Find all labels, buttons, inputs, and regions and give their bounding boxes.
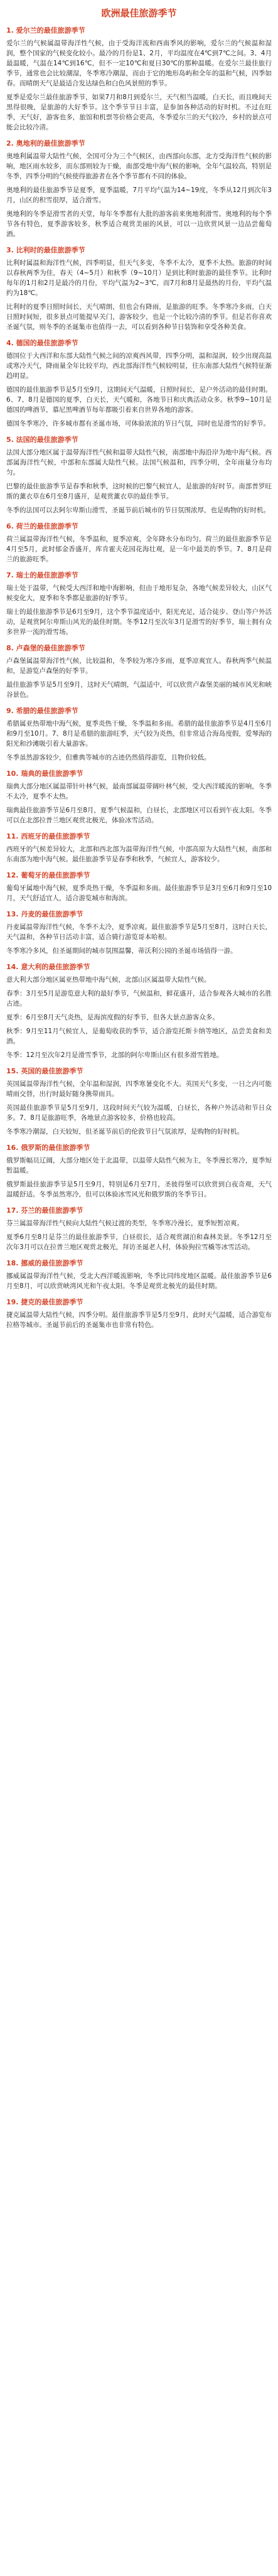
section-paragraph: 瑞士处于温带，气候受大西洋和地中海影响，但由于地形复杂，各地气候差异较大，山区气候变化大，夏季和冬季都是旅游的好季节。	[6, 584, 272, 602]
section-title: 5. 法国的最佳旅游季节	[6, 436, 78, 444]
season-section	[6, 871, 272, 903]
section-paragraph: 瑞典大部分地区属温带针叶林气候，最南部属温带阔叶林气候，受大西洋暖流的影响，冬季不太冷，夏季不太热。	[6, 783, 272, 800]
section-paragraph: 春季：3月至5月是游览意大利的最好季节，气候温和，鲜花盛开，适合参观各大城市的名胜古迹。	[6, 990, 272, 1007]
section-paragraph: 法国大部分地区属于温带海洋性气候和温带大陆性气候，南部地中海沿岸为地中海气候。西部属海洋性气候，中部和东部属大陆性气候。法国气候温和，四季分明，全年雨量分布均匀。	[6, 449, 272, 476]
season-section	[6, 522, 272, 564]
section-title: 9. 希腊的最佳旅游季节	[6, 707, 78, 715]
season-section	[6, 245, 272, 332]
section-title: 3. 比利时的最佳旅游季节	[6, 246, 85, 254]
section-paragraph: 瑞士的最佳旅游季节是6月至9月，这个季节温度适中，阳光充足，适合徒步、登山等户外活动，是观赏阿尔卑斯山风光的最佳时期。冬季12月至次年3月是滑雪的好季节，瑞士拥有众多世界一流的滑雪场。	[6, 608, 272, 636]
section-paragraph: 最佳旅游季节是5月至9月，这时天气晴朗，气温适中，可以欣赏卢森堡美丽的城市风光和峡谷景色。	[6, 681, 272, 699]
season-section	[6, 338, 272, 429]
season-section	[6, 435, 272, 515]
section-title: 8. 卢森堡的最佳旅游季节	[6, 644, 85, 652]
section-paragraph: 希腊属亚热带地中海气候，夏季炎热干燥，冬季温和多雨。希腊的最佳旅游季节是4月至6月和9月至10月。7、8月是希腊的旅游旺季，天气较为炎热，但非常适合海岛度假，爱琴海的阳光和沙滩吸引着大量游客。	[6, 720, 272, 748]
season-section	[6, 139, 272, 239]
section-paragraph: 荷兰属温带海洋性气候，冬季温和，夏季凉爽，全年降水分布均匀。荷兰的最佳旅游季节是4月至5月，此时郁金香盛开，库肯霍夫花园花海壮观，是一年中最美的季节。7、8月是荷兰的旅游旺季。	[6, 535, 272, 563]
section-paragraph: 英国属温带海洋性气候，全年温和湿润，四季寒暑变化不大。英国天气多变，一日之内可能晴雨交替，出行时最好随身携带雨具。	[6, 1080, 272, 1098]
section-paragraph: 奥地利属温带大陆性气候，全国可分为三个气候区，由西部向东部，北方受海洋性气候的影响，地区雨水较多，而东部则较为干燥，南部受地中海气候的影响，全年气温较高，特别是冬季，四季分明的气候使得旅游者在各个季节都有不同的体验。	[6, 153, 272, 180]
season-section	[6, 571, 272, 637]
season-section	[6, 962, 272, 1060]
section-paragraph: 巴黎的最佳旅游季节是春季和秋季，这时候的巴黎气候宜人，是旅游的好时节。南部普罗旺斯的薰衣草在6月至8月盛开，是观赏薰衣草的最佳季节。	[6, 483, 272, 500]
section-title: 14. 意大利的最佳旅游季节	[6, 963, 90, 971]
season-section	[6, 910, 272, 956]
season-section	[6, 769, 272, 825]
section-title: 1. 爱尔兰的最佳旅游季节	[6, 26, 85, 35]
section-paragraph: 挪威属温带海洋性气候，受北大西洋暖流影响，冬季比同纬度地区温暖。最佳旅游季节是6月至8月，可以欣赏峡湾风光和午夜太阳。冬季是观赏北极光的最佳时期。	[6, 1272, 272, 1290]
section-paragraph: 比利时属温和海洋性气候，四季明显，但天气多变，冬季不太冷，夏季不太热。旅游的时间以春秋两季为佳，春天（4~5月）和秋季（9~10月）是到比利时旅游的最佳季节。比利时每年的1月和2月是最冷的月份，平均气温为2~3℃，而7月和8月是最热的月份，平均气温约为18℃。	[6, 259, 272, 297]
section-paragraph: 冬季虽然游客较少，但雅典等城市的古迹仍然值得游览，且物价较低。	[6, 754, 211, 761]
section-paragraph: 爱尔兰的气候属温带海洋性气候，由于受海洋流和西南季风的影响，爱尔兰的气候温和湿润，整个国家的气候变化较小。最冷的月份是1、2月，平均温度在4℃到7℃之间。3、4月最温暖，气温在14℃到16℃，但不一定10℃和夏日30℃的那种温暖。在爱尔兰最佳旅行季节，通常也会比较潮湿，冬季寒冷潮湿，而由于它的地形岛屿和全年的温和气候，四季如春。而晴朗天气是最适合发达绿色和白色风景照的季节。	[6, 40, 272, 87]
season-section	[6, 1206, 272, 1252]
section-title: 16. 俄罗斯的最佳旅游季节	[6, 1144, 90, 1152]
section-title: 19. 捷克的最佳旅游季节	[6, 1298, 83, 1306]
section-paragraph: 意大利大部分地区属亚热带地中海气候，北部山区属温带大陆性气候。	[6, 976, 211, 984]
section-paragraph: 西班牙的气候差异较大，北部和西北部为温带海洋性气候，中部高原为大陆性气候，南部和东南部为地中海气候。最佳旅游季节是春季和秋季，气候宜人，游客较少。	[6, 845, 272, 863]
section-paragraph: 德国的最佳旅游季节是5月至9月，这期间天气温暖，日照时间长，是户外活动的最佳时期。6、7、8月是德国的夏季，白天长，天气暖和，各地节日和庆典活动众多。秋季9~10月是德国的啤酒节，慕尼黑啤酒节每年都吸引着来自世界各地的游客。	[6, 386, 272, 414]
section-paragraph: 葡萄牙属地中海气候，夏季炎热干燥，冬季温和多雨。最佳旅游季节是3月至6月和9月至10月，天气舒适宜人，适合游览城市和海滨。	[6, 884, 272, 902]
article-body	[6, 26, 272, 1330]
section-paragraph: 夏季：6月至8月天气炎热，是海滨度假的好季节，但各大景点游客众多。	[6, 1014, 219, 1021]
section-paragraph: 冬季寒冷潮湿，白天较短，但圣诞节前后的伦敦节日气氛浓厚，是购物的好时机。	[6, 1128, 243, 1135]
section-title: 11. 西班牙的最佳旅游季节	[6, 832, 90, 840]
page-title: 欧洲最佳旅游季节	[101, 8, 177, 19]
season-section	[6, 706, 272, 763]
section-title: 15. 英国的最佳旅游季节	[6, 1067, 83, 1075]
section-paragraph: 冬季的法国可以去阿尔卑斯山滑雪，圣诞节前后城市的节日氛围浓厚，也是购物的好时机。	[6, 507, 270, 514]
section-title: 13. 丹麦的最佳旅游季节	[6, 910, 83, 918]
section-paragraph: 秋季：9月至11月气候宜人，是葡萄收获的季节，适合游览托斯卡纳等地区，品尝美食和美酒。	[6, 1028, 272, 1045]
section-paragraph: 德国冬季寒冷，许多城市都有圣诞市场，可体验浓浓的节日气氛，同时也是滑雪的好季节。	[6, 420, 270, 427]
section-title: 18. 挪威的最佳旅游季节	[6, 1259, 83, 1267]
season-section	[6, 1143, 272, 1199]
section-title: 6. 荷兰的最佳旅游季节	[6, 522, 78, 530]
section-paragraph: 丹麦属温带海洋性气候，冬季不太冷，夏季凉爽。最佳旅游季节是5月至8月，这时白天长，天气温和，各种节日活动丰富，适合骑行游览哥本哈根。	[6, 923, 272, 941]
section-title: 12. 葡萄牙的最佳旅游季节	[6, 871, 90, 879]
section-paragraph: 捷克属温带大陆性气候，四季分明。最佳旅游季节是5月至9月，此时天气温暖，适合游览布拉格等城市。圣诞节前后的圣诞集市也非常有特色。	[6, 1311, 272, 1329]
section-paragraph: 瑞典最佳旅游季节是6月至8月，夏季气候温和，白昼长，北部地区可以看到午夜太阳。冬季可以在北部拉普兰地区观赏北极光，体验冰雪活动。	[6, 807, 272, 824]
season-section	[6, 832, 272, 864]
section-paragraph: 卢森堡属温带海洋性气候，比较温和，冬季较为寒冷多雨，夏季凉爽宜人。春秋两季气候温和，是游览卢森堡的好季节。	[6, 657, 272, 675]
section-paragraph: 英国最佳旅游季节是5月至9月，这段时间天气较为温暖，白昼长，各种户外活动和节日众多。7、8月是旅游旺季，各地景点游客较多，价格也较高。	[6, 1104, 272, 1122]
section-paragraph: 冬季：12月至次年2月是滑雪季节，北部的阿尔卑斯山区有很多滑雪胜地。	[6, 1051, 223, 1059]
section-paragraph: 冬季寒冷多风，但圣诞期间的城市氛围温馨，蒂沃利公园的圣诞市场值得一游。	[6, 947, 237, 955]
section-paragraph: 奥地利的最佳旅游季节是夏季，夏季温暖，7月平均气温为14~19度，冬季从12月到次年3月，山区的积雪很厚，适合滑雪。	[6, 186, 272, 204]
section-title: 10. 瑞典的最佳旅游季节	[6, 770, 83, 778]
section-title: 17. 芬兰的最佳旅游季节	[6, 1206, 83, 1215]
section-paragraph: 夏季是爱尔兰最佳旅游季节，如果7月和8月到爱尔兰，天气相当温暖，白天长，而且晚间天黑得很晚，是旅游的大好季节。这个季节节日丰富，是参加各种活动的好时机。不过在旺季，天气好，游客也多，旅馆和机票等价格会更高，冬季爱尔兰的天气较冷，乡村的景点可能会比较冷清。	[6, 94, 272, 131]
section-paragraph: 俄罗斯最佳旅游季节是5月至9月，特别是6月至7月，圣彼得堡可以欣赏到白夜奇观，天气温暖舒适。冬季虽然寒冷，但可以体验冰雪风光和俄罗斯的冬季节日。	[6, 1181, 272, 1198]
season-section	[6, 1066, 272, 1137]
section-title: 4. 德国的最佳旅游季节	[6, 339, 78, 347]
section-paragraph: 芬兰属温带海洋性气候向大陆性气候过渡的类型，冬季寒冷漫长，夏季短暂凉爽。	[6, 1220, 243, 1227]
section-title: 7. 瑞士的最佳旅游季节	[6, 571, 78, 579]
section-paragraph: 比利时的夏季日照时间长，天气晴朗，但也会有降雨，是旅游的旺季。冬季寒冷多雨，白天日照时间短，很多景点可能提早关门，游客较少，也是一个比较冷清的季节。但是若你喜欢圣诞气氛，则冬季的圣诞集市也值得一去，可以看到各种节日装饰和享受各种美食。	[6, 303, 272, 331]
season-section	[6, 643, 272, 700]
season-section	[6, 26, 272, 132]
season-section	[6, 1258, 272, 1291]
section-title: 2. 奥地利的最佳旅游季节	[6, 139, 85, 148]
section-paragraph: 俄罗斯幅员辽阔，大部分地区处于北温带，以温带大陆性气候为主，冬季漫长寒冷，夏季短暂温暖。	[6, 1157, 272, 1174]
section-paragraph: 德国位于大西洋和东部大陆性气候之间的凉爽西风带，四季分明，温和湿润，较少出现高温或寒冷天气，降雨量全年比较平均，西北部海洋性气候较明显，往东南部大陆性气候特征渐趋明显。	[6, 352, 272, 380]
section-paragraph: 夏季6月至8月是芬兰的最佳旅游季节，白昼很长，适合观赏湖泊和森林美景。冬季12月至次年3月可以在拉普兰地区观赏北极光，拜访圣诞老人村，体验狗拉雪橇等冰雪活动。	[6, 1233, 272, 1251]
season-section	[6, 1297, 272, 1330]
section-paragraph: 奥地利的冬季是滑雪者的天堂，每年冬季都有大批的游客前来奥地利滑雪。奥地利的每个季节各有特色，夏季游客较多，秋季适合观赏美丽的风景，可以一边欣赏风景一边品尝葡萄酒。	[6, 210, 272, 238]
